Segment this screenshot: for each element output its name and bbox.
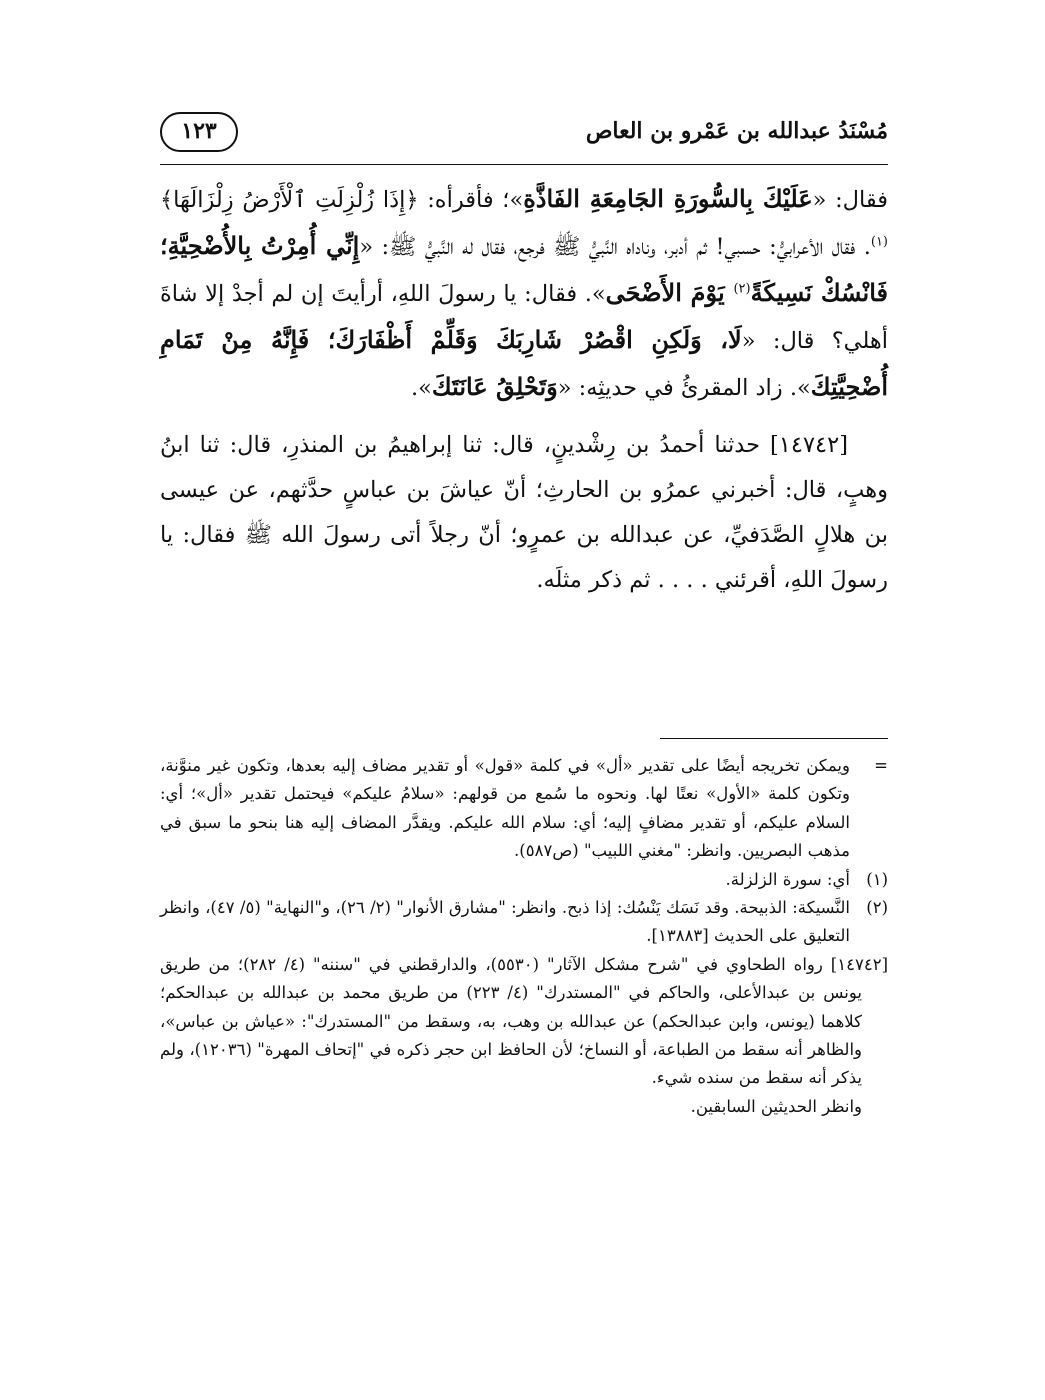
main-text <box>160 176 888 603</box>
footnote-2: (٢) النَّسيكة: الذبيحة. وقد نَسَك يَنْسُك: إذا ذبح. وانظر: "مشارق الأنوار" (٢/ ٢٦)، و"النهاية" (٥/ ٤٧)، وانظر التعليق على الحديث [١٣٨٨٣]. <box>160 894 888 951</box>
continuation-marker: = <box>874 756 888 775</box>
prophetic-speech: إِنِّي أُمِرْتُ بِالأُضْحِيَّةِ؛ فَانْسُكْ نَسِيكَةً <box>160 231 888 307</box>
footnote-1: (١) أي: سورة الزلزلة. <box>160 866 888 894</box>
prophetic-speech: عَلَيْكَ بِالسُّورَةِ الجَامِعَةِ الفَاذَّةِ <box>523 184 813 213</box>
footnote-continuation: = ويمكن تخريجه أيضًا على تقدير «أل» في كلمة «قول» أو تقدير مضاف إليه بعدها، وتكون غير منوَّنة، وتكون كلمة «الأول» نعتًا لها. ونحوه ما سُمع من قولهم: «سلامُ عليكم» فيحتمل تقدير «أل»؛ أي: السلام عليكم، أو تقدير مضافٍ إليه؛ أي: سلام الله عليكم. ويقدَّر المضاف إليه هنا بنحو ما سبق في مذهب البصريين. وانظر: "مغني اللبيب" (ص٥٨٧). <box>160 752 888 866</box>
hadith-14742-paragraph: [١٤٧٤٢] حدثنا أحمدُ بن رِشْدينٍ، قال: ثنا إبراهيمُ بن المنذرِ، قال: ثنا ابنُ وهبٍ، قال: أخبرني عمرُو بن الحارثِ؛ أنّ عياشَ بن عباسٍ حدَّثهم، عن عيسى بن هلالٍ الصَّدَفيِّ، عن عبدالله بن عمرٍو؛ أنّ رجلاً أتى رسولَ الله ﷺ فقال: يا رسولَ اللهِ، أقرئني . . . . ثم ذكر مثلَه. <box>160 432 888 593</box>
footnote-1-marker: (١) <box>866 869 888 889</box>
running-title: مُسْنَدُ عبدالله بن عَمْرو بن العاص <box>585 118 888 144</box>
page-number: ١٢٣ <box>160 112 238 152</box>
prophetic-speech: وَتَحْلِقُ عَانَتَكَ <box>431 372 558 401</box>
page-header <box>160 112 888 164</box>
footnote-separator <box>660 738 888 739</box>
footnotes <box>160 752 888 1121</box>
footnote-ref-2: (٢) <box>733 281 751 297</box>
prophetic-speech: لَا، وَلَكِنِ اقْصُرْ شَارِبَكَ وَقَلِّمْ أَظْفَارَكَ؛ فَإِنَّهُ مِنْ تَمَامِ أُضْحِيَّتِكَ <box>160 325 888 401</box>
takhrij-note: [١٤٧٤٢] رواه الطحاوي في "شرح مشكل الآثار" (٥٥٣٠)، والدارقطني في "سننه" (٤/ ٢٨٢)؛ من طريق يونس بن عبدالأعلى، والحاكم في "المستدرك" (٤/ ٢٢٣) من طريق محمد بن عبدالله بن عبدالحكم؛ كلاهما (يونس، وابن عبدالحكم) عن عبدالله بن وهب، به، وسقط من "المستدرك": «عياش بن عباس»، والظاهر أنه سقط من الطباعة، أو النساخ؛ لأن الحافظ ابن حجر ذكره في "إتحاف المهرة" (١٢٠٣٦)، ولم يذكر أنه سقط من سنده شيء. <box>160 954 888 1088</box>
prophetic-speech: يَوْمَ الأَضْحَى <box>605 278 734 307</box>
footnote-2-marker: (٢) <box>866 898 888 918</box>
hadith-text-paragraph: فقال: «عَلَيْكَ بِالسُّورَةِ الجَامِعَةِ الفَاذَّةِ»؛ فأقرأه: ﴿إِذَا زُلْزِلَتِ ٱلْأَرْضُ زِلْزَالَهَا﴾$^{(١)}$. فقال الأعرابيُّ: حسبي! ثم أدبر، وناداه النَّبيُّ ﷺ فرجع، فقال له النَّبيُّ ﷺ: «إِنِّي أُمِرْتُ بِالأُضْحِيَّةِ؛ فَانْسُكْ نَسِيكَةً$^{(٢)}$ يَوْمَ الأَضْحَى». فقال: يا رسولَ اللهِ، أرأيتَ إن لم أجدْ إلا شاةَ أهلي؟ قال: «لَا، وَلَكِنِ اقْصُرْ شَارِبَكَ وَقَلِّمْ أَظْفَارَكَ؛ فَإِنَّهُ مِنْ تَمَامِ أُضْحِيَّتِكَ». زاد المقرئُ في حديثِه: «وَتَحْلِقُ عَانَتَكَ». <box>160 184 889 401</box>
see-also-note: وانظر الحديثين السابقين. <box>690 1096 862 1116</box>
footnote-ref-1: (١) <box>870 234 888 250</box>
header-rule <box>160 164 888 165</box>
